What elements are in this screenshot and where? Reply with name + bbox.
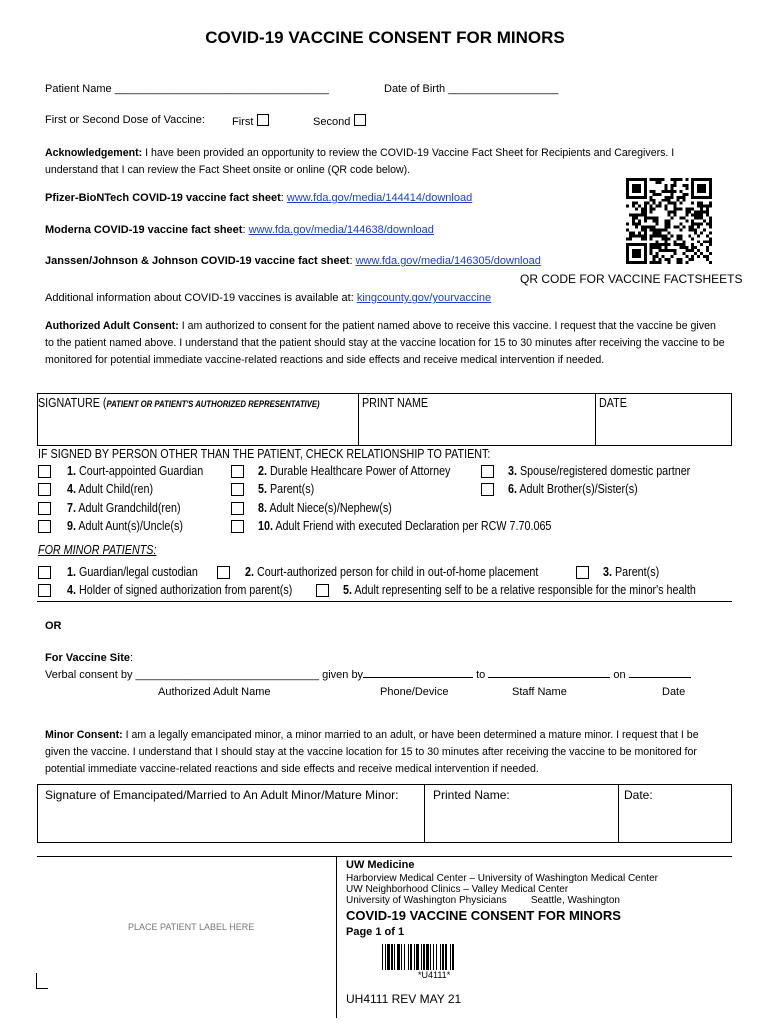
kingcounty-link[interactable]: kingcounty.gov/yourvaccine [356,292,492,304]
signature-sublabel: PATIENT OR PATIENT'S AUTHORIZED REPRESENTATIVE) [106,399,320,409]
caption-date: Date [662,686,686,698]
adult-consent-text: I am authorized to consent for the patient named above to receive this vaccine. I request that the vaccine be given to the patient named above. I understand that the patient should stay at the vaccine location for 15 to 30 minutes after receiving the vaccine to be monitored for potential immediate vaccine-related reactions and side effects and receive medical intervention if needed. [45,320,725,366]
additional-info [45,292,491,304]
relationship-9-label: 9. Adult Aunt(s)/Uncle(s) [67,519,183,533]
relationship-5-label: 5. Parent(s) [258,482,315,496]
dose-label: First or Second Dose of Vaccine: [45,114,205,126]
caption-authorized-adult: Authorized Adult Name [158,686,271,698]
minor-sig-divider-1 [424,784,425,843]
relationship-9-checkbox[interactable] [38,520,51,533]
footer-top-border [37,856,732,857]
barcode-text: *U4111* [418,970,451,980]
relationship-2-label: 2. Durable Healthcare Power of Attorney [258,464,451,478]
minor-consent-label: Minor Consent: [45,729,123,741]
relationship-3-label: 3. Spouse/registered domestic partner [508,464,691,478]
minor-2-label: 2. Court-authorized person for child in out-of-home placement [245,565,539,579]
minor-date-cell[interactable]: Date: [624,788,653,802]
qr-caption: QR CODE FOR VACCINE FACTSHEETS [520,272,743,286]
dose-second-option[interactable] [313,114,366,128]
sig-divider-1 [358,393,359,446]
footer-line-2: UW Neighborhood Clinics – Valley Medical Center [346,884,569,895]
page-title: COVID-19 VACCINE CONSENT FOR MINORS [205,28,565,47]
date-cell[interactable]: DATE [599,396,627,410]
factsheet-moderna-label: Moderna COVID-19 vaccine fact sheet [45,224,243,236]
footer-title: COVID-19 VACCINE CONSENT FOR MINORS [346,908,621,923]
minor-2-checkbox[interactable] [217,566,230,579]
factsheet-moderna-link[interactable]: www.fda.gov/media/144638/download [248,224,434,236]
sig-divider-2 [595,393,596,446]
relationship-5-checkbox[interactable] [231,483,244,496]
minor-consent-paragraph [45,727,725,778]
relationship-8-label: 8. Adult Niece(s)/Nephew(s) [258,501,392,515]
relationship-10-label: 10. Adult Friend with executed Declaration per RCW 7.70.065 [258,519,552,533]
relationship-4-label: 4. Adult Child(ren) [67,482,154,496]
factsheet-janssen-link[interactable]: www.fda.gov/media/146305/download [355,255,541,267]
minor-consent-text: I am a legally emancipated minor, a minor married to an adult, or have been determined a mature minor. I request that I be given the vaccine. I understand that I should stay at the vaccine location for 15 to 30 minutes after receiving the vaccine to be monitored for potential immediate vaccine-related reactions and side effects and receive medical intervention if needed. [45,729,699,775]
label-corner-v [36,973,37,989]
minor-signature-cell[interactable]: Signature of Emancipated/Married to An Adult Minor/Mature Minor: [45,788,399,802]
dose-second-checkbox[interactable] [354,114,366,126]
print-name-cell[interactable]: PRINT NAME [362,396,429,410]
acknowledgement-paragraph [45,145,725,179]
footer-page: Page 1 of 1 [346,926,405,938]
relationship-4-checkbox[interactable] [38,483,51,496]
footer-line-1: Harborview Medical Center – University of Washington Medical Center [346,873,658,884]
minor-5-label: 5. Adult representing self to be a relative responsible for the minor's health [343,583,696,597]
staff-name-blank[interactable] [488,677,610,678]
qr-code-icon[interactable] [626,178,712,264]
minor-3-label: 3. Parent(s) [603,565,660,579]
verbal-consent-text: Verbal consent by ______________________________ given by [45,669,364,681]
factsheet-pfizer: Pfizer-BioNTech COVID-19 vaccine fact sheet: www.fda.gov/media/144414/download [45,192,473,204]
minor-1-checkbox[interactable] [38,566,51,579]
verbal-consent-line[interactable]: Verbal consent by ______________________________ given by to on [45,669,691,681]
footer-org: UW Medicine [346,859,415,871]
minor-patients-heading: FOR MINOR PATIENTS: [38,543,157,557]
relationship-2-checkbox[interactable] [231,465,244,478]
relationship-6-label: 6. Adult Brother(s)/Sister(s) [508,482,638,496]
minor-1-label: 1. Guardian/legal custodian [67,565,198,579]
minor-4-checkbox[interactable] [38,584,51,597]
relationship-7-label: 7. Adult Grandchild(ren) [67,501,181,515]
dose-first-checkbox[interactable] [257,114,269,126]
caption-staff-name: Staff Name [512,686,567,698]
barcode-icon [382,944,474,970]
footer-divider [336,856,337,1018]
dose-second-label: Second [313,116,351,128]
label-corner-h [36,988,48,989]
minor-4-label: 4. Holder of signed authorization from parent(s) [67,583,293,597]
minor-3-checkbox[interactable] [576,566,589,579]
relationship-heading: IF SIGNED BY PERSON OTHER THAN THE PATIENT, CHECK RELATIONSHIP TO PATIENT: [38,447,491,461]
patient-name-field[interactable]: Patient Name ___________________________________ [45,83,329,95]
factsheet-pfizer-label: Pfizer-BioNTech COVID-19 vaccine fact sheet [45,192,281,204]
minor-sig-divider-2 [618,784,619,843]
factsheet-janssen-label: Janssen/Johnson & Johnson COVID-19 vaccine fact sheet [45,255,350,267]
signature-cell[interactable] [38,396,320,410]
adult-consent-label: Authorized Adult Consent: [45,320,179,332]
vaccine-site-heading: For Vaccine Site: [45,652,134,664]
additional-info-text: Additional information about COVID-19 vaccines is available at: [45,292,357,304]
date-of-birth-field[interactable]: Date of Birth __________________ [384,83,559,95]
date-blank[interactable] [629,677,691,678]
footer-line-3: University of Washington Physicians Seattle, Washington [346,895,620,906]
minor-printed-name-cell[interactable]: Printed Name: [433,788,510,802]
relationship-1-label: 1. Court-appointed Guardian [67,464,204,478]
patient-label-placeholder[interactable]: PLACE PATIENT LABEL HERE [128,922,255,932]
given-by-blank[interactable] [363,677,473,678]
acknowledgement-label: Acknowledgement: [45,147,143,159]
relationship-10-checkbox[interactable] [231,520,244,533]
or-separator: OR [45,620,62,632]
dose-first-option[interactable] [232,114,269,128]
caption-phone-device: Phone/Device [380,686,449,698]
acknowledgement-text: I have been provided an opportunity to review the COVID-19 Vaccine Fact Sheet for Recipients and Caregivers. I understand that I can review the Fact Sheet onsite or online (QR code below). [45,147,675,176]
factsheet-moderna: Moderna COVID-19 vaccine fact sheet: www.fda.gov/media/144638/download [45,224,434,236]
dose-first-label: First [232,116,254,128]
relationship-bottom-border [37,601,732,602]
minor-5-checkbox[interactable] [316,584,329,597]
signature-label: SIGNATURE ( [38,396,107,410]
form-id: UH4111 REV MAY 21 [346,992,462,1006]
relationship-3-checkbox[interactable] [481,465,494,478]
relationship-8-checkbox[interactable] [231,502,244,515]
relationship-6-checkbox[interactable] [481,483,494,496]
factsheet-pfizer-link[interactable]: www.fda.gov/media/144414/download [286,192,473,204]
relationship-1-checkbox[interactable] [38,465,51,478]
adult-consent-paragraph [45,318,725,369]
relationship-7-checkbox[interactable] [38,502,51,515]
factsheet-janssen: Janssen/Johnson & Johnson COVID-19 vaccine fact sheet: www.fda.gov/media/146305/download [45,255,541,267]
